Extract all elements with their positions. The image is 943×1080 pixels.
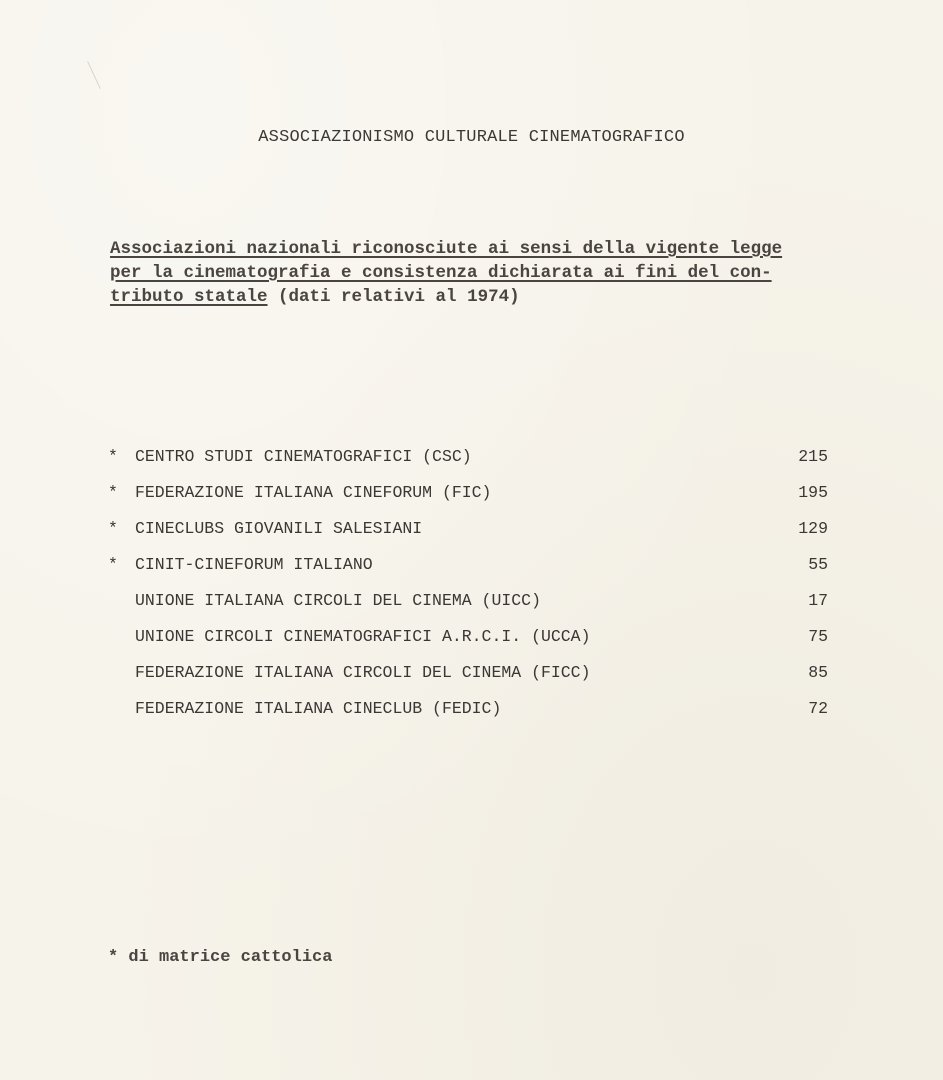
- association-count: 215: [798, 447, 828, 466]
- catholic-mark: *: [108, 483, 118, 502]
- list-item: [108, 699, 828, 735]
- list-item: [108, 627, 828, 663]
- subtitle-line-2: per la cinematografia e consistenza dichiarata ai fini del con-: [110, 263, 772, 283]
- association-name: FEDERAZIONE ITALIANA CINEFORUM (FIC): [135, 483, 492, 502]
- subtitle-line-3-rest: (dati relativi al 1974): [267, 287, 520, 307]
- list-item: [108, 555, 828, 591]
- association-list: [108, 447, 828, 735]
- association-name: CENTRO STUDI CINEMATOGRAFICI (CSC): [135, 447, 472, 466]
- subtitle-line-3: [110, 285, 915, 309]
- list-item: [108, 519, 828, 555]
- association-count: 129: [798, 519, 828, 538]
- association-name: UNIONE CIRCOLI CINEMATOGRAFICI A.R.C.I. (UCCA): [135, 627, 591, 646]
- footnote: * di matrice cattolica: [108, 948, 333, 967]
- catholic-mark: *: [108, 519, 118, 538]
- association-name: FEDERAZIONE ITALIANA CIRCOLI DEL CINEMA (FICC): [135, 663, 591, 682]
- association-name: FEDERAZIONE ITALIANA CINECLUB (FEDIC): [135, 699, 502, 718]
- association-name: CINIT-CINEFORUM ITALIANO: [135, 555, 373, 574]
- list-item: [108, 447, 828, 483]
- list-item: [108, 483, 828, 519]
- association-count: 85: [808, 663, 828, 682]
- association-name: UNIONE ITALIANA CIRCOLI DEL CINEMA (UICC): [135, 591, 541, 610]
- list-item: [108, 591, 828, 627]
- list-item: [108, 663, 828, 699]
- subtitle-line-3-underlined: tributo statale: [110, 287, 268, 307]
- document-title: ASSOCIAZIONISMO CULTURALE CINEMATOGRAFICO: [258, 128, 685, 147]
- association-count: 75: [808, 627, 828, 646]
- catholic-mark: *: [108, 447, 118, 466]
- association-count: 72: [808, 699, 828, 718]
- paper-mark: [87, 57, 110, 89]
- document-subtitle: [110, 237, 915, 309]
- subtitle-line-1: Associazioni nazionali riconosciute ai sensi della vigente legge: [110, 239, 783, 259]
- catholic-mark: *: [108, 555, 118, 574]
- association-count: 195: [798, 483, 828, 502]
- association-name: CINECLUBS GIOVANILI SALESIANI: [135, 519, 423, 538]
- association-count: 17: [808, 591, 828, 610]
- association-count: 55: [808, 555, 828, 574]
